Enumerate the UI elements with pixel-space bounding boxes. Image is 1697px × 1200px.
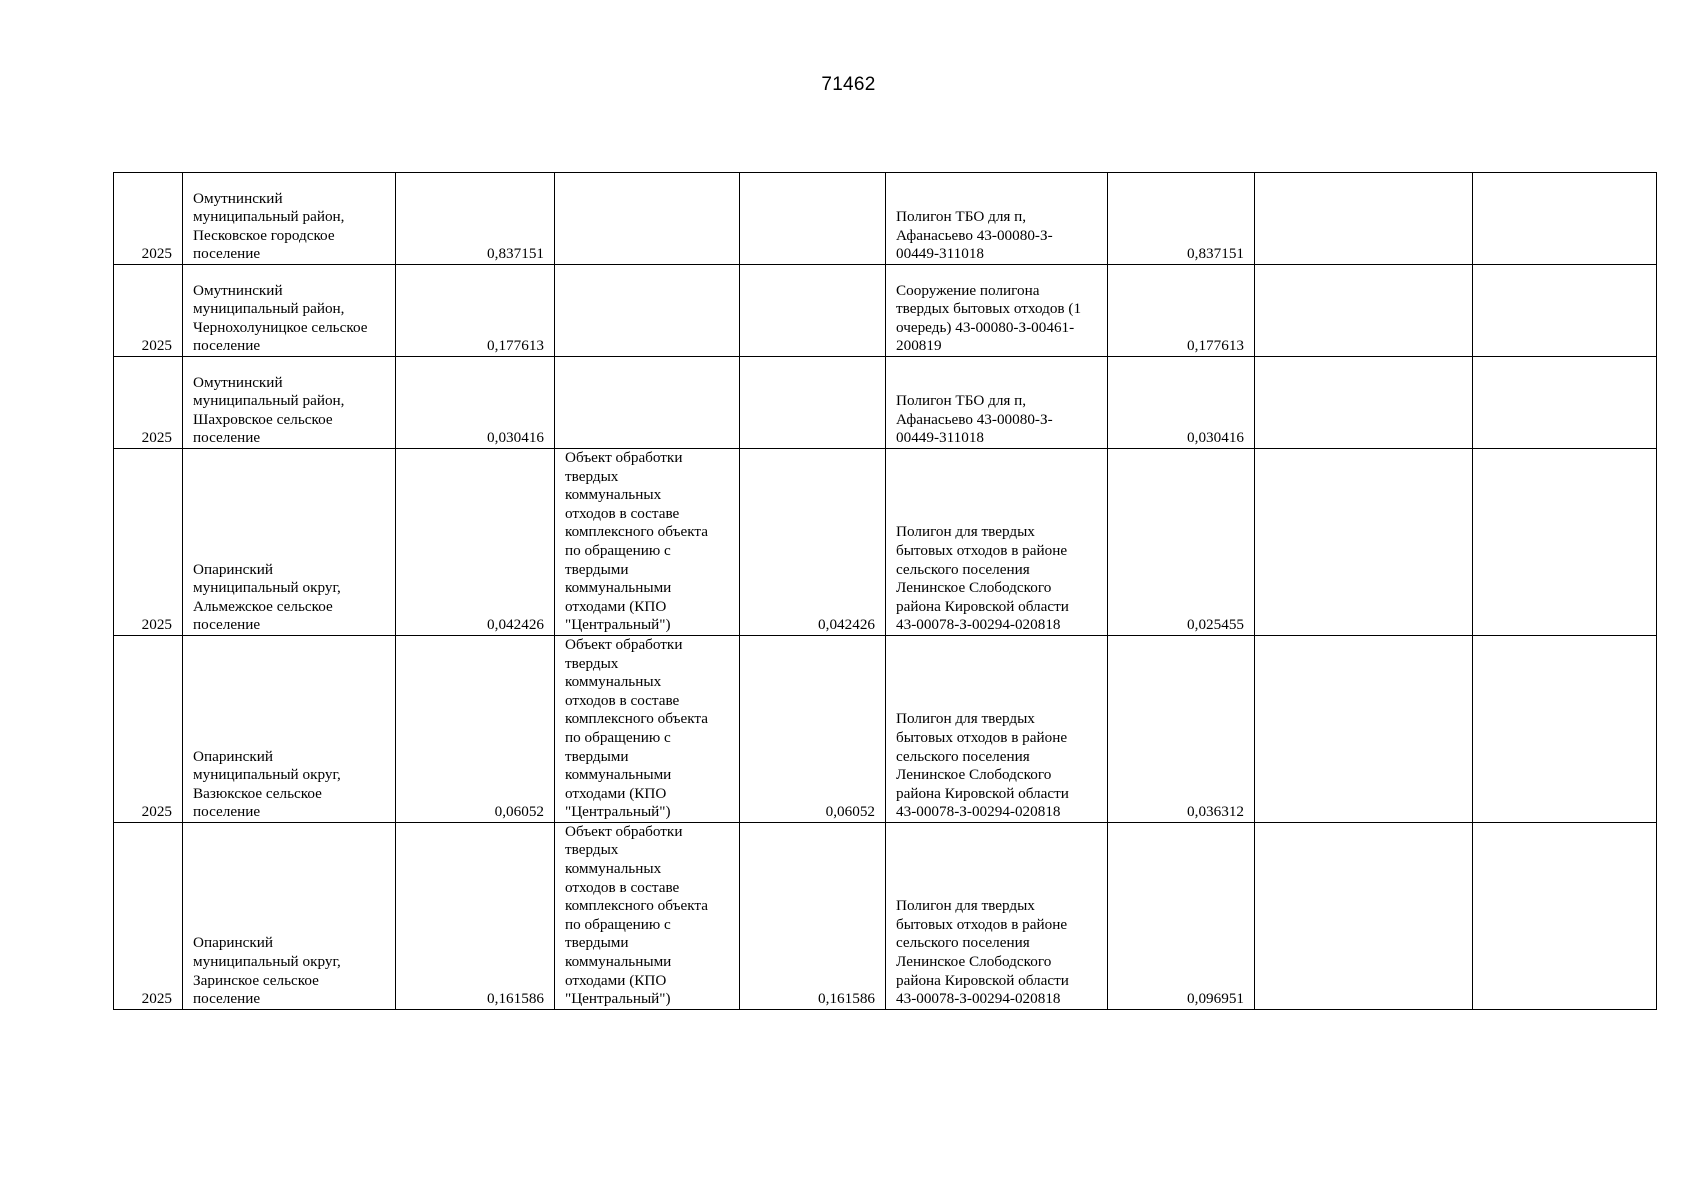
table-row bbox=[114, 265, 1657, 357]
processing-volume-cell bbox=[740, 173, 886, 265]
processing-volume-cell: 0,161586 bbox=[740, 822, 886, 1009]
table-row bbox=[114, 173, 1657, 265]
municipality-cell: Омутнинский муниципальный район, Шахровское сельское поселение bbox=[183, 357, 396, 449]
landfill-cell: Полигон ТБО для п, Афанасьево 43-00080-З- 00449-311018 bbox=[886, 357, 1108, 449]
processing-object-cell: Объект обработки твердых коммунальных отходов в составе комплексного объекта по обращению с твердыми коммунальными отходами (КПО "Центральный") bbox=[555, 449, 740, 636]
empty-cell bbox=[1473, 265, 1657, 357]
empty-cell bbox=[1473, 822, 1657, 1009]
empty-cell bbox=[1255, 635, 1473, 822]
landfill-cell: Полигон для твердых бытовых отходов в районе сельского поселения Ленинское Слободского района Кировской области 43-00078-З-00294-020818 bbox=[886, 635, 1108, 822]
empty-cell bbox=[1255, 265, 1473, 357]
processing-volume-cell: 0,06052 bbox=[740, 635, 886, 822]
landfill-cell: Полигон ТБО для п, Афанасьево 43-00080-З- 00449-311018 bbox=[886, 173, 1108, 265]
empty-cell bbox=[1255, 173, 1473, 265]
processing-volume-cell bbox=[740, 265, 886, 357]
processing-volume-cell: 0,042426 bbox=[740, 449, 886, 636]
landfill-cell: Сооружение полигона твердых бытовых отходов (1 очередь) 43-00080-З-00461- 200819 bbox=[886, 265, 1108, 357]
landfill-cell: Полигон для твердых бытовых отходов в районе сельского поселения Ленинское Слободского района Кировской области 43-00078-З-00294-020818 bbox=[886, 822, 1108, 1009]
empty-cell bbox=[1473, 173, 1657, 265]
year-cell: 2025 bbox=[114, 265, 183, 357]
landfill-volume-cell: 0,177613 bbox=[1108, 265, 1255, 357]
processing-volume-cell bbox=[740, 357, 886, 449]
landfill-volume-cell: 0,036312 bbox=[1108, 635, 1255, 822]
empty-cell bbox=[1473, 449, 1657, 636]
empty-cell bbox=[1255, 357, 1473, 449]
processing-object-cell bbox=[555, 265, 740, 357]
volume-cell: 0,030416 bbox=[396, 357, 555, 449]
volume-cell: 0,177613 bbox=[396, 265, 555, 357]
processing-object-cell bbox=[555, 173, 740, 265]
empty-cell bbox=[1255, 822, 1473, 1009]
municipality-cell: Омутнинский муниципальный район, Песковское городское поселение bbox=[183, 173, 396, 265]
landfill-volume-cell: 0,030416 bbox=[1108, 357, 1255, 449]
processing-object-cell bbox=[555, 357, 740, 449]
year-cell: 2025 bbox=[114, 173, 183, 265]
table-row bbox=[114, 635, 1657, 822]
year-cell: 2025 bbox=[114, 635, 183, 822]
municipality-cell: Опаринский муниципальный округ, Заринское сельское поселение bbox=[183, 822, 396, 1009]
volume-cell: 0,161586 bbox=[396, 822, 555, 1009]
landfill-volume-cell: 0,025455 bbox=[1108, 449, 1255, 636]
volume-cell: 0,837151 bbox=[396, 173, 555, 265]
year-cell: 2025 bbox=[114, 449, 183, 636]
landfill-volume-cell: 0,837151 bbox=[1108, 173, 1255, 265]
table-row bbox=[114, 822, 1657, 1009]
table-row bbox=[114, 357, 1657, 449]
volume-cell: 0,06052 bbox=[396, 635, 555, 822]
empty-cell bbox=[1473, 635, 1657, 822]
empty-cell bbox=[1255, 449, 1473, 636]
processing-object-cell: Объект обработки твердых коммунальных отходов в составе комплексного объекта по обращению с твердыми коммунальными отходами (КПО "Центральный") bbox=[555, 822, 740, 1009]
municipality-cell: Омутнинский муниципальный район, Чернохолуницкое сельское поселение bbox=[183, 265, 396, 357]
processing-object-cell: Объект обработки твердых коммунальных отходов в составе комплексного объекта по обращению с твердыми коммунальными отходами (КПО "Центральный") bbox=[555, 635, 740, 822]
table-row bbox=[114, 449, 1657, 636]
municipality-cell: Опаринский муниципальный округ, Вазюкское сельское поселение bbox=[183, 635, 396, 822]
page-number: 71462 bbox=[821, 74, 876, 95]
empty-cell bbox=[1473, 357, 1657, 449]
volume-cell: 0,042426 bbox=[396, 449, 555, 636]
data-table bbox=[113, 172, 1657, 1010]
landfill-cell: Полигон для твердых бытовых отходов в районе сельского поселения Ленинское Слободского района Кировской области 43-00078-З-00294-020818 bbox=[886, 449, 1108, 636]
landfill-volume-cell: 0,096951 bbox=[1108, 822, 1255, 1009]
municipality-cell: Опаринский муниципальный округ, Альмежское сельское поселение bbox=[183, 449, 396, 636]
year-cell: 2025 bbox=[114, 822, 183, 1009]
year-cell: 2025 bbox=[114, 357, 183, 449]
